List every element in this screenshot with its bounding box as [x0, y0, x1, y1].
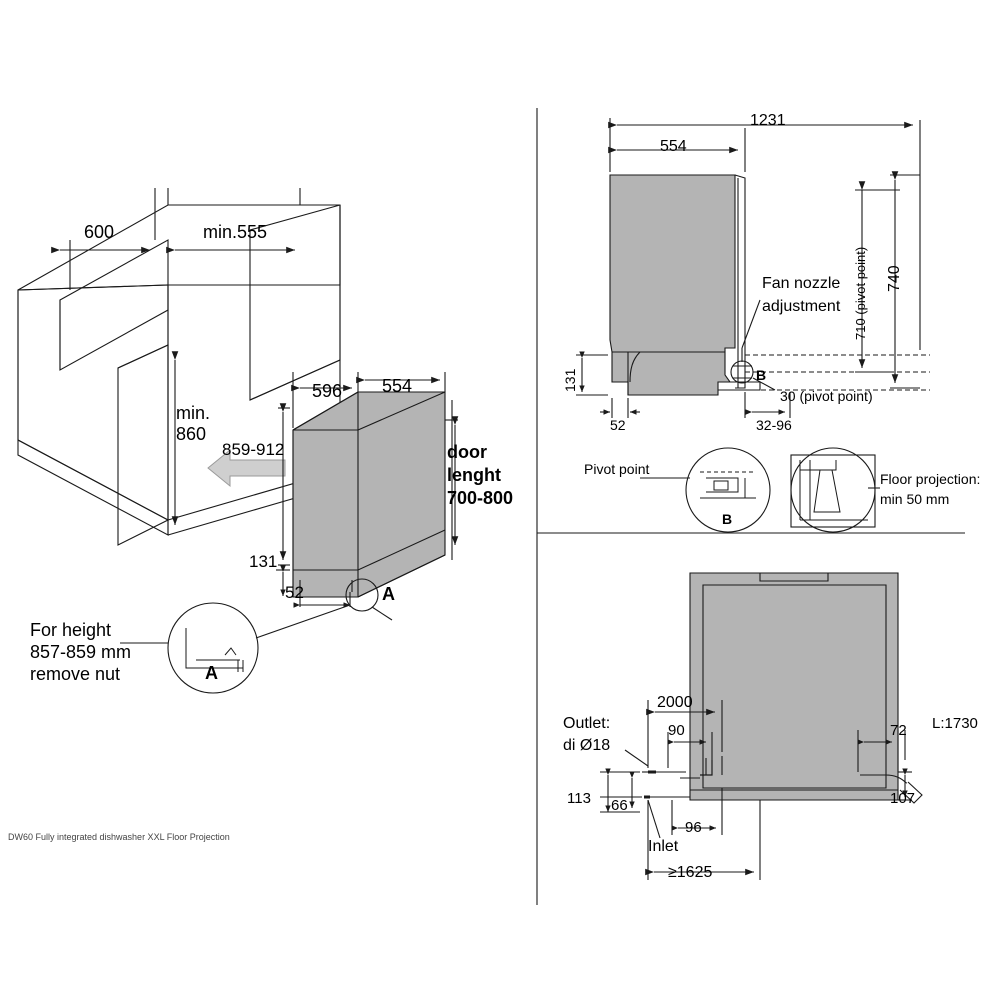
note-remove-nut-line1: For height [30, 620, 112, 640]
dim-height-710-pivot: 710 (pivot point) [853, 246, 868, 340]
dim-cable-107: 107 [890, 790, 916, 807]
detail-a-marker-appliance: A [382, 584, 395, 604]
dim-body-554: 554 [660, 138, 687, 155]
dim-base-52-side: 52 [610, 417, 626, 433]
dim-plinth-131-side: 131 [562, 368, 578, 392]
dim-cable-length: L:1730 [932, 715, 978, 732]
dim-appliance-width-596: 596 [312, 381, 343, 401]
dim-total-1231: 1231 [750, 112, 786, 129]
dim-appliance-depth-554: 554 [382, 376, 413, 396]
dim-inlet-96: 96 [685, 819, 702, 836]
dim-inlet-113: 113 [567, 790, 591, 807]
label-floor-projection-line2: min 50 mm [880, 491, 950, 507]
dim-pivot-range-32-96: 32-96 [756, 417, 792, 433]
dim-plinth-131: 131 [249, 552, 278, 571]
label-outlet-line2: di Ø18 [563, 737, 611, 754]
dim-inlet-66: 66 [611, 797, 628, 814]
dim-door-length-line2: lenght [447, 465, 501, 485]
drawing-caption: DW60 Fully integrated dishwasher XXL Floor Projection [8, 832, 230, 842]
dim-height-740: 740 [886, 265, 903, 292]
dim-pivot-30: 30 (pivot point) [780, 388, 873, 404]
label-fan-nozzle-line2: adjustment [762, 298, 841, 315]
dim-cable-72: 72 [890, 722, 907, 739]
dim-cabinet-depth-600: 600 [84, 222, 115, 242]
dim-hose-90: 90 [668, 722, 685, 739]
detail-b-marker-side: B [756, 367, 767, 383]
dim-height-min-label: min. [176, 403, 211, 423]
dim-height-min-value: 860 [176, 424, 207, 444]
detail-b-marker-bubble: B [722, 511, 733, 527]
dim-plinth-52: 52 [285, 583, 304, 602]
dim-door-length-line3: 700-800 [447, 488, 514, 508]
dim-cabinet-width-min555: min.555 [203, 222, 268, 242]
dim-hose-2000: 2000 [657, 694, 693, 711]
dim-height-range-859-912: 859-912 [222, 440, 285, 459]
note-remove-nut-line3: remove nut [30, 664, 121, 684]
dim-door-length-line1: door [447, 442, 487, 462]
dim-min-total: ≥1625 [668, 864, 713, 881]
label-fan-nozzle-line1: Fan nozzle [762, 275, 841, 292]
note-remove-nut-line2: 857-859 mm [30, 642, 132, 662]
label-floor-projection-line1: Floor projection: [880, 471, 981, 487]
detail-a-marker-bubble: A [205, 663, 218, 683]
label-pivot-point: Pivot point [584, 461, 650, 477]
label-inlet: Inlet [648, 838, 679, 855]
label-outlet-line1: Outlet: [563, 715, 611, 732]
